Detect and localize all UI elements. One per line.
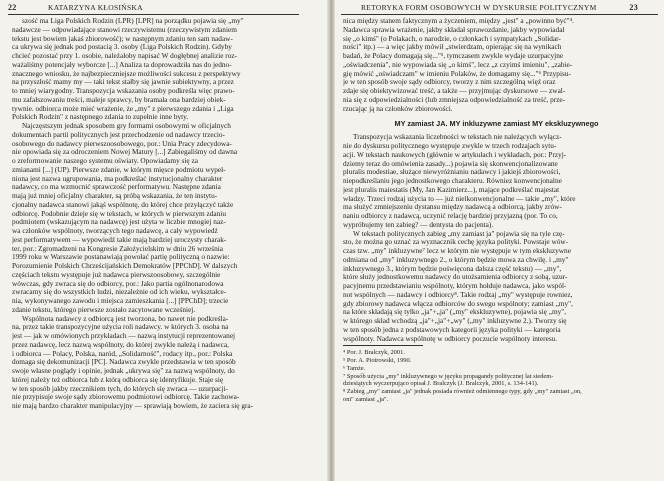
left-page-body	[12, 17, 295, 411]
text-line: pacyjnemu przedstawianiu wspólnoty, którym hołduje nadawca, jako wspól-	[343, 282, 567, 290]
text-line: naniu odbiorcy z nadawcą, uczynić relację bardziej przyjazną (por. To co,	[343, 212, 558, 220]
right-page-body	[343, 17, 650, 404]
text-line: Nadawca sprawia wrażenie, jakby składał sprawozdanie, jakby wypowiadał	[343, 25, 565, 34]
section-heading: MY zamiast JA. MY inkluzywne zamiast MY ekskluzywnego	[394, 119, 599, 129]
text-line: jest pluralis maiestatis (My, Jan Kazimierz...), mające podkreślać majestat	[343, 185, 560, 194]
right-bottom-paragraph	[343, 230, 650, 344]
right-top-paragraph	[343, 17, 650, 113]
footnote-line: ⁸ Zabieg „my" zamiast „ja" jednak posiada również odmiennego typy, gdy „my" zamiast „on,	[343, 388, 582, 396]
text-line: inkluzywnego 3., którym będzie poświęcona dalsza część tekstu) — „my",	[343, 264, 562, 273]
text-line: ważaliśmy potencjały wyborcze [...] Analiza ta doprowadziła nas do jedno-	[12, 60, 232, 69]
right-running-header	[341, 3, 658, 13]
text-line: nie do dyskursu politycznego występuje zwykle w trzech rodzajach sytu-	[343, 142, 557, 150]
text-line: które służy jednostkowemu nadawcy do utożsamienia odbiorcy z sobą, uzur-	[343, 273, 568, 282]
footnote-line: oni" zamiast „ja".	[343, 396, 389, 404]
text-line: ca ukrywa się jednak pod postacią 3. osoby (Liga Polskich Rodzin). Gdyby	[12, 43, 232, 52]
text-line: cjonalny nadawca stanowi jakąś wspólnotę, do której chce przyłączyć także	[12, 200, 234, 209]
text-line: zmianami [...] (UP). Pierwsze zdanie, w którym mięsce podmiotu wypeł-	[12, 165, 226, 174]
text-line: gdy zbiorowy nadawca włącza odbiorców do swego wspólnoty; zamiast „my",	[343, 299, 573, 308]
left-header-rule	[8, 14, 299, 15]
text-line: tywnie. odbiorca może mieć wrażenie, że „my" z pierwszego zdania i „Liga	[12, 104, 234, 113]
text-line: Transpozycja wskazania liczebności w tekstach nie należących wyłącz-	[353, 133, 562, 142]
text-line: niepodkreślaniu jego jednostkowego charakteru. Równiez konwencjonalne	[343, 177, 562, 185]
text-line: to mniej wiarygodny. Transpozycja wskazania osoby podkreśla więc prawo-	[12, 87, 235, 95]
text-line: mają już mniej oficjalny charakter, są próbą wskazania, że ten instytu-	[12, 192, 218, 200]
text-line: na, przez takie transpozycyjne użycia roli nadawcy. w których 3. osoba na	[12, 323, 229, 332]
text-line: ności" itp.) — a więc jakby mówił „stwierdzam, opierając się na wynikach	[343, 43, 562, 52]
text-line: mu zafałszowaniu treści, maleje sprawcy, by bramała ona bardziej obiek-	[12, 95, 226, 104]
text-line: szość ma Liga Polskich Rodzin (LPR) [LPR] na porządku pojawia się „my"	[22, 17, 244, 25]
footnote-line: ⁵ Por. A. Piotrowski, 1990.	[343, 357, 412, 365]
text-line: odmiana od „my" inkluzywnego 2., o którym będzie mowa za chwilę. i „my"	[343, 255, 569, 264]
left-page	[0, 0, 329, 481]
text-line: nadawcy, co ma wzmocnić sprawczość performatywu. Następne zdania	[12, 183, 221, 192]
text-line: osobowego do nadawcy pierwszoosobowego, por.: Unia Pracy zdecydowa-	[12, 139, 232, 148]
text-line: je w ten sposób swoje sądy odbiorcy, tworzy z nim szczególną więź oraz	[343, 78, 556, 87]
text-line: władzy. Trzeci rodzaj użycia to — już nielkonwencjonalne — takie „my", które	[343, 194, 576, 203]
text-line: jest performatywem — wypowiedź takie mają bardziej uroczysty charak-	[12, 235, 227, 244]
text-line: nie mają bardzo charakter manipulacyjny — sprawiają bowiem, że zaciera się gra-	[12, 402, 254, 410]
text-line: gię mówić „oświadczam" w imieniu Polaków, że domagamy się..."⁶ Przypisu-	[343, 69, 571, 78]
text-line: nie przypisuje swoje sądy zbiorowemu podmiotowi odbiorcę. Takie zachowa-	[12, 393, 240, 402]
text-line: „oświadczenia", nie wypowiada się „o kimś", lecz „z czyimś imieniu", „zabie-	[343, 60, 573, 69]
text-line: w ten sposób jakby rzecznikiem tych, do których się zwraca — uzurpacji-	[12, 384, 228, 393]
footnote-line: ⁷ Sposób użycia „my" inkluzywnego w języku propagandy politycznej lat siedem-	[343, 372, 554, 380]
right-page	[333, 0, 664, 481]
text-line: pluralis modestiae, służące niewyróżnianiu nadawcy i jakiejś zbiorowości,	[343, 168, 561, 177]
text-line: podmiotem (wskazującym na nadawcę) jest użyta w liczbie mnogiej naz-	[12, 218, 226, 227]
text-line: zwracamy się do wszystkich ludzi, niezależnie od ich wieku, wykształce-	[12, 288, 227, 297]
text-line: wypróbujemy ten zabieg? — dentysta do pacjenta).	[343, 220, 494, 229]
text-line: niona jest nazwa ugrupowania, ma podkreślać instytucjonalny charakter	[12, 174, 223, 183]
text-line: której należy też odbiorca lub z którą odbiorca się identyfikuje. Staje się	[12, 375, 224, 384]
text-line: czas tzw. „my" inkluzywne⁷ lecz w którym nie występuje w tym ekskluzywne	[343, 247, 571, 255]
text-line: wa członków wspólnoty, tworzących tego nadawcę, a cały wypowiedź	[12, 227, 218, 235]
text-line: rzucając ją na członków zbiorowości.	[343, 104, 453, 113]
text-line: w którego skład wchodzą „ja"+„ja"+„wy" („my" inkluzywne 2.). Tworzy się	[343, 317, 567, 325]
right-mid-paragraph	[343, 133, 650, 229]
text-line: zdaje się obiektywizować treść, a także — przyjmując dyskursowe — zwal-	[343, 87, 566, 95]
text-line: odbiorcę. Podobnie dzieje się w tekstach, w których w pierwszym zdaniu	[12, 209, 226, 218]
text-line: na które składają się tylko „ja"+„ja" („my" ekskluzywne), pojawia się „my",	[343, 308, 567, 317]
text-line: dokumentach partii politycznych jest przechodzenie od nadawcy trzecio-	[12, 130, 225, 139]
text-line: nie opowiada się za odroczeniem Nowej Matury [...] Zabiegaliśmy od dawna	[12, 148, 238, 157]
text-line: not wspólnych — nadawcy i odbiorcy⁸. Takie rodzaj „my" występuje rowniez,	[343, 290, 573, 299]
text-line: się „o kimś" (o Polakach, o narodzie, o członkach i sympatykach „Solidar-	[343, 34, 561, 43]
text-line: Najczęstszym jednak sposobem gry formami osobowymi w oficjalnych	[22, 122, 231, 130]
text-line: tekstu jest bowiem jakaś zbiorowość); w następnym zdaniu ten sam nadaw-	[12, 34, 233, 43]
left-page-number: 22	[8, 3, 17, 12]
text-line: i odbiorca — Polacy, Polska, naród, „Solidarność", rodacy itp., por.: Polska	[12, 349, 233, 358]
right-header-rule	[341, 14, 658, 15]
text-line: nia, wykonywanego zawodu i miejsca zamieszkania [...] [PPChD]; trzecie	[12, 297, 229, 305]
footnote-line: ⁶ Tamże.	[343, 364, 366, 372]
footnote-line: ⁴ Por. J. Bralczyk, 2001.	[343, 349, 405, 357]
text-line: badań, że Polacy domagają się..."⁵, tymczasem zwykle wydaje uzurpacyjne	[343, 52, 564, 60]
text-line: dziemy teraz do omówienia zasady...) pojawia się skonwencjonalizowane	[343, 159, 558, 168]
footnote-line: dziesiątych wyczerpująco opisał J. Bralczyk (J. Bralczyk, 2001, s. 134-141).	[343, 380, 539, 388]
text-line: 1999 roku w Warszawie postanawiają powołać partię polityczną o nazwie:	[12, 253, 230, 262]
text-line: Porozumienie Polskich Chrześcijańskich Demokratów [PPChD]. W dalszych	[12, 262, 238, 270]
text-line: acji. W tekstach naukowych (głównie w artykułach i wykładach, por.: Przyj-	[343, 150, 567, 159]
text-line: w ten sposób jedna z podstawowych kategorii języka polityki — kategoria	[343, 325, 561, 334]
text-line: Wspólnota nadawcy z odbiorcą jest tworzona, bo nawet nie podkreśla-	[22, 314, 229, 323]
text-line: przez nadawcę, lecz nazwą wspólnoty, do której zwykle należą i nadawca,	[12, 340, 229, 349]
text-line: sto, że można go uznać za wyznacznik cechę języka polityki. Powstaje wów-	[343, 238, 569, 247]
text-line: zdanie tekstu, którego pierwsze zostało zacytowane wcześniej.	[12, 305, 196, 314]
text-line: nadawcze — odpowiadające stanowi rzeczywistemu (rzeczywistym zdaniem	[12, 25, 237, 34]
footnotes	[343, 349, 650, 404]
text-line: swoje własne poglądy i opinie, jednak „ukrywa się" za nazwą wspólnoty, do	[12, 367, 235, 375]
text-line: ter, por.: Zgromadzeni na Kongresie Założycielskim w dniu 26 września	[12, 244, 224, 253]
right-running-title: RETORYKA FORM OSOBOWYCH W DYSKURSIE POLITYCZNYM	[361, 3, 597, 12]
text-line: częściach tekstu występuje już nadawca pierwszoosobowy, szczególnie	[12, 270, 221, 279]
footnote-rule	[343, 345, 423, 346]
left-running-header	[8, 3, 299, 13]
text-line: znacznego wniosku, że najbezpieczniejsze możliwości sukcesu z perspektywy	[12, 69, 241, 78]
text-line: o zreformowanie naszego systemu oświaty. Opowiadamy się za	[12, 157, 198, 165]
text-line: ma służyć zmniejszeniu dystansu między nadawcą a odbiorcą, jakby zrów-	[343, 203, 562, 212]
text-line: nia się z odpowiedzialności (lub zmniejsza odpowiedzialność za treść, prze-	[343, 95, 566, 104]
text-line: domaga się dekomunizacji [PC]. Nadawca zwykle przedstawia w ten sposób	[12, 358, 236, 367]
text-line: na przyszłość mamy my — taki tekst stałby się jawnie subiektywny, a przez	[12, 78, 234, 87]
text-line: W tekstach politycznych zabieg „my zamiast ja" pojawia się na tyle czę-	[353, 229, 565, 238]
text-line: nica między stanem faktycznym a życzeniem, między „jest" a „powinno być"⁴.	[343, 17, 574, 25]
text-line: wspólnoty. Nadawca wspólnotę w odbiorcy poczucie wspólnoty interesu.	[343, 334, 558, 343]
text-line: jest — jak w omówionych przykładach — nazwą instytucji reprezentowanej	[12, 332, 236, 340]
text-line: Polskich Rodzin" z następnego zdania to zupełnie inne byty.	[12, 113, 189, 122]
right-page-number: 23	[629, 3, 638, 12]
text-line: wówczas, gdy zwraca się do odbiorcy, por.: Jako partia ogólnonarodowa	[12, 279, 224, 288]
left-running-title: KATARZYNA KŁOSIŃSKA	[48, 3, 143, 12]
text-line: chcieć pozostać przy 1. osobie, należałoby napisać W dogłębnej analizie roz-	[12, 52, 238, 60]
